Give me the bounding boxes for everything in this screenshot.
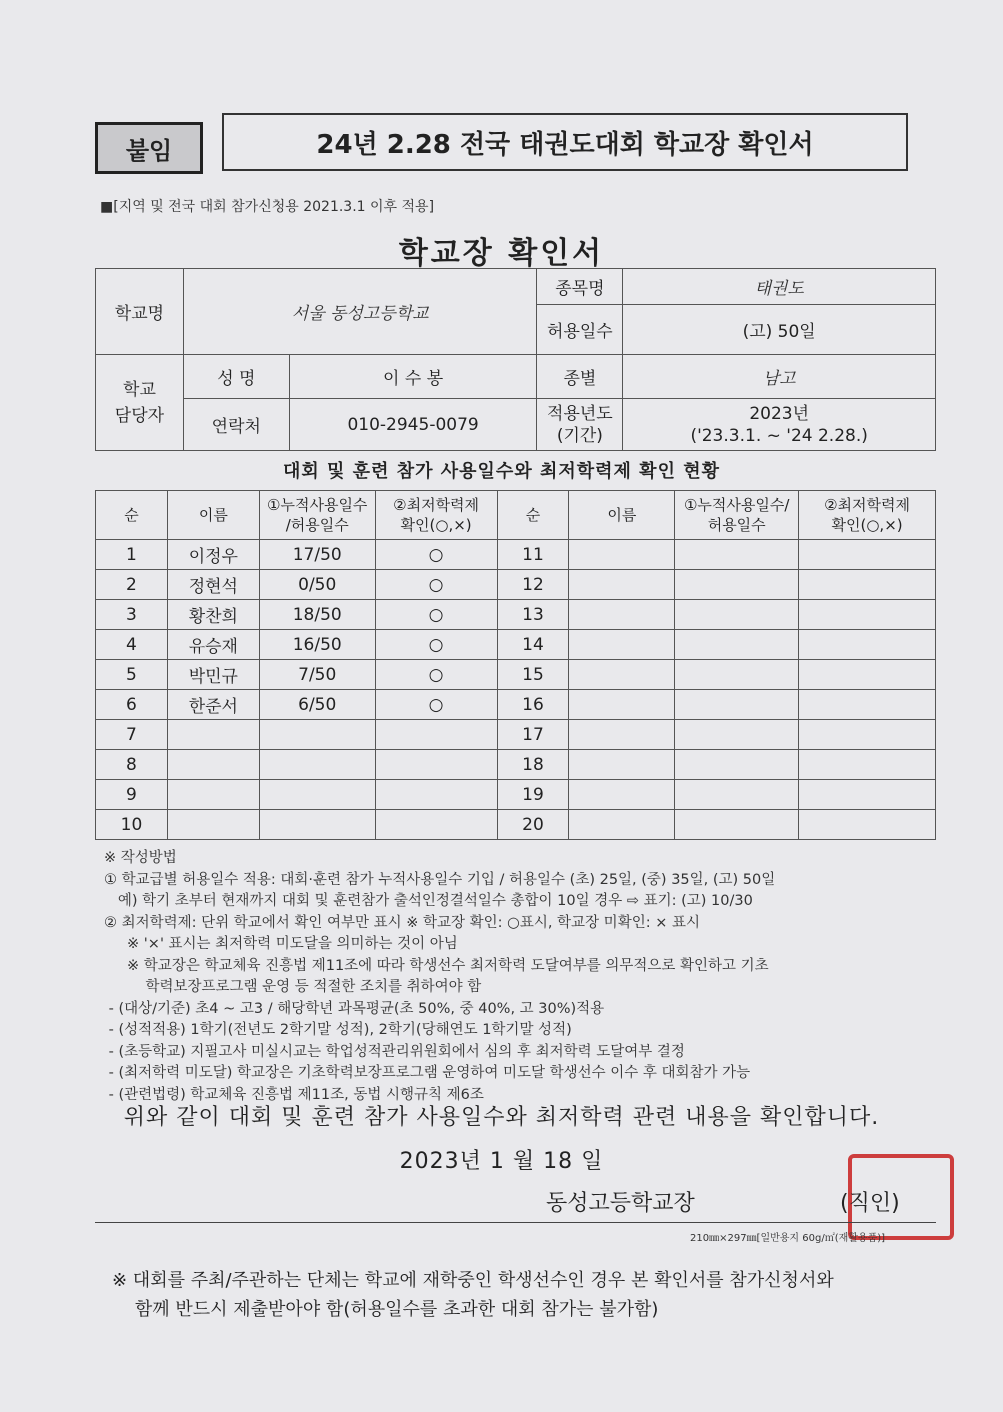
cell-days2 [675,780,799,810]
cell-check [375,750,497,780]
allow-label: 허용일수 [537,305,623,355]
cell-days2 [675,810,799,840]
cell-days2 [675,660,799,690]
cell-days: 0/50 [259,570,375,600]
phone-value: 010-2945-0079 [289,399,537,451]
cell-days: 6/50 [259,690,375,720]
cell-check: ○ [375,570,497,600]
cell-no2: 15 [497,660,569,690]
col-name-right: 이름 [569,491,675,540]
cell-no2: 16 [497,690,569,720]
cell-no: 8 [96,750,168,780]
cell-days2 [675,720,799,750]
divider [95,1222,936,1223]
cell-no2: 12 [497,570,569,600]
note-line: ① 학교급별 허용일수 적용: 대회·훈련 참가 누적사용일수 기입 / 허용일수 (초) 25일, (중) 35일, (고) 50일 [104,871,776,888]
cell-check2 [799,570,936,600]
cell-check2 [799,660,936,690]
cell-check2 [799,630,936,660]
cell-no: 9 [96,780,168,810]
table-row [96,780,936,810]
note-line: - (대상/기준) 초4 ~ 고3 / 해당학년 과목평균(초 50%, 중 40%, 고 30%)적용 [104,1000,605,1017]
roster-title: 대회 및 훈련 참가 사용일수와 최저학력제 확인 현황 [282,461,720,482]
col-days: ①누적사용일수 /허용일수 [259,491,375,540]
col-days-right: ①누적사용일수/ 허용일수 [675,491,799,540]
note-line: - (최저학력 미도달) 학교장은 기초학력보장프로그램 운영하여 미도달 학생선수 이수 후 대회참가 가능 [104,1065,751,1081]
cell-check [375,810,497,840]
col-check: ②최저학력제 확인(○,×) [375,491,497,540]
note-line: ※ 작성방법 [104,850,177,866]
cell-days: 18/50 [259,600,375,630]
phone-label: 연락처 [183,399,289,451]
name-label: 성 명 [183,355,289,399]
cell-no: 2 [96,570,168,600]
cell-days [259,720,375,750]
table-row [96,600,936,630]
cell-no2: 13 [497,600,569,630]
col-check-right: ②최저학력제 확인(○,×) [799,491,936,540]
table-row [96,750,936,780]
year-value: 2023년 [749,403,809,424]
seal-label: (직인) [840,1191,900,1216]
school-value: 서울 동성고등학교 [183,269,537,355]
cell-days: 7/50 [259,660,375,690]
type-value: 남고 [623,355,936,399]
footer-note [112,1266,932,1324]
table-row [96,540,936,570]
cell-no: 5 [96,660,168,690]
cell-days: 17/50 [259,540,375,570]
cell-no2: 14 [497,630,569,660]
cell-days2 [675,630,799,660]
cell-name2 [569,630,675,660]
table-row [96,630,936,660]
school-label: 학교명 [96,269,184,355]
note-line: - (초등학교) 지필고사 미실시교는 학업성적관리위원회에서 심의 후 최저학력 도달여부 결정 [104,1043,685,1060]
cell-check2 [799,600,936,630]
cell-name2 [569,780,675,810]
table-row [96,720,936,750]
cell-days2 [675,570,799,600]
cell-name [167,810,259,840]
table-row [96,690,936,720]
cell-name: 황찬희 [167,600,259,630]
paper-spec: 210㎜×297㎜[일반용지 60g/㎡(재활용품)] [690,1233,886,1244]
cell-check: ○ [375,630,497,660]
cell-no: 7 [96,720,168,750]
allow-value: (고) 50일 [623,305,936,355]
cell-name [167,720,259,750]
cell-check: ○ [375,600,497,630]
cell-name2 [569,660,675,690]
cell-name2 [569,720,675,750]
cell-name: 박민규 [167,660,259,690]
cell-days2 [675,600,799,630]
confirm-statement: 위와 같이 대회 및 훈련 참가 사용일수와 최저학력 관련 내용을 확인합니다. [123,1105,880,1130]
page-title: 학교장 확인서 [398,236,605,271]
cell-days2 [675,540,799,570]
col-name: 이름 [167,491,259,540]
cell-no2: 19 [497,780,569,810]
cell-no2: 11 [497,540,569,570]
period-value: ('23.3.1. ~ '24 2.28.) [690,425,868,446]
col-no-right: 순 [497,491,569,540]
cell-check2 [799,780,936,810]
year-label: 적용년도 (기간) [537,399,623,451]
event-value: 태권도 [623,269,936,305]
cell-name2 [569,810,675,840]
cell-no2: 17 [497,720,569,750]
cell-check [375,780,497,810]
name-value: 이 수 봉 [289,355,537,399]
roster-table [95,490,936,840]
cell-no: 1 [96,540,168,570]
cell-no: 10 [96,810,168,840]
cell-check2 [799,720,936,750]
info-table [95,268,936,451]
cell-check: ○ [375,660,497,690]
note-line: ※ 학교장은 학교체육 진흥법 제11조에 따라 학생선수 최저학력 도달여부를 의무적으로 확인하고 기초 [104,957,769,974]
event-label: 종목명 [537,269,623,305]
contact-label: 학교 담당자 [96,355,184,451]
note-line: ② 최저학력제: 단위 학교에서 확인 여부만 표시 ※ 학교장 확인: ○표시, 학교장 미확인: × 표시 [104,914,700,931]
cell-days2 [675,750,799,780]
apply-note: ■[지역 및 전국 대회 참가신청용 2021.3.1 이후 적용] [100,199,435,215]
principal-name: 동성고등학교장 [546,1191,695,1216]
cell-name: 정현석 [167,570,259,600]
cell-name [167,780,259,810]
attachment-tag: 붙임 [95,122,203,174]
cell-check2 [799,750,936,780]
note-line: - (성적적용) 1학기(전년도 2학기말 성적), 2학기(당해연도 1학기말 성적) [104,1022,572,1038]
year-cell [623,399,936,451]
cell-no: 3 [96,600,168,630]
cell-name2 [569,600,675,630]
writing-notes [104,848,944,1106]
footer-line: ※ 대회를 주최/주관하는 단체는 학교에 재학중인 학생선수인 경우 본 확인서를 참가신청서와 [112,1270,834,1291]
cell-name: 유승재 [167,630,259,660]
col-no: 순 [96,491,168,540]
cell-check2 [799,540,936,570]
cell-check [375,720,497,750]
cell-name2 [569,570,675,600]
cell-check2 [799,810,936,840]
note-line: - (관련법령) 학교체육 진흥법 제11조, 동법 시행규칙 제6조 [104,1086,484,1103]
footer-line: 함께 반드시 제출받아야 함(허용일수를 초과한 대회 참가는 불가함) [112,1299,659,1320]
issue-date: 2023년 1 월 18 일 [399,1149,604,1174]
cell-days2 [675,690,799,720]
cell-name [167,750,259,780]
document-header-title: 24년 2.28 전국 태권도대회 학교장 확인서 [222,113,908,171]
table-row [96,660,936,690]
cell-no2: 20 [497,810,569,840]
cell-check: ○ [375,690,497,720]
note-line: ※ '×' 표시는 최저학력 미도달을 의미하는 것이 아님 [104,936,458,952]
cell-days: 16/50 [259,630,375,660]
cell-no: 4 [96,630,168,660]
table-row [96,570,936,600]
cell-name2 [569,690,675,720]
cell-check2 [799,690,936,720]
cell-days [259,780,375,810]
cell-no2: 18 [497,750,569,780]
table-row [96,810,936,840]
cell-no: 6 [96,690,168,720]
cell-name: 한준서 [167,690,259,720]
cell-name2 [569,540,675,570]
cell-days [259,810,375,840]
type-label: 종별 [537,355,623,399]
note-line: 예) 학기 초부터 현재까지 대회 및 훈련참가 출석인정결석일수 총합이 10일 경우 ⇨ 표기: (고) 10/30 [104,893,753,909]
cell-days [259,750,375,780]
cell-name: 이정우 [167,540,259,570]
cell-name2 [569,750,675,780]
note-line: 학력보장프로그램 운영 등 적절한 조치를 취하여야 함 [104,979,482,995]
cell-check: ○ [375,540,497,570]
